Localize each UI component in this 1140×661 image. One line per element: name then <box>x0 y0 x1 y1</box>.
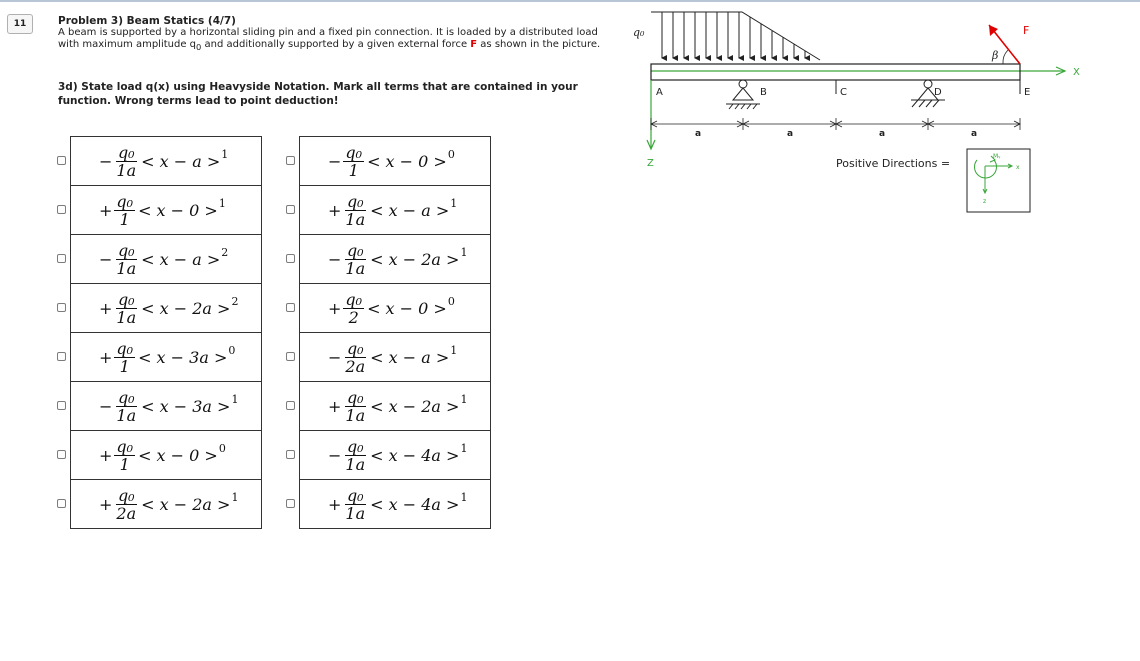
options-right-column <box>299 136 491 529</box>
fraction-numerator: q₀ <box>346 387 364 407</box>
option-row <box>299 430 491 480</box>
term-fraction <box>343 487 367 522</box>
term-fraction <box>114 193 135 228</box>
term-fraction <box>343 193 367 228</box>
fraction-numerator: q₀ <box>117 289 135 309</box>
option-expression <box>328 431 467 479</box>
exponent: 0 <box>447 147 455 161</box>
macaulay-bracket: < x − a > <box>141 249 221 269</box>
description-force-label: F <box>470 39 478 50</box>
fraction-denominator: 1a <box>345 454 366 474</box>
fraction-denominator: 1 <box>119 209 130 229</box>
fraction-denominator: 1 <box>119 454 130 474</box>
option-expression <box>99 284 238 332</box>
point-label-d: D <box>934 87 942 98</box>
option-expression <box>328 186 457 234</box>
fraction-denominator: 1a <box>116 258 137 278</box>
fraction-numerator: q₀ <box>117 485 135 505</box>
option-expression <box>99 186 226 234</box>
segment-label: a <box>695 129 702 139</box>
option-row <box>70 332 262 382</box>
macaulay-bracket: < x − 4a > <box>370 445 460 465</box>
option-expression <box>328 333 457 381</box>
point-labels <box>656 87 1030 98</box>
option-row <box>299 283 491 333</box>
macaulay-bracket: < x − a > <box>141 151 221 171</box>
option-checkbox[interactable] <box>286 303 295 312</box>
option-row <box>299 332 491 382</box>
angle-label: β <box>992 49 999 62</box>
option-expression <box>328 480 467 528</box>
term-sign: + <box>99 494 113 514</box>
option-checkbox[interactable] <box>286 499 295 508</box>
section-lines <box>836 80 1020 94</box>
macaulay-bracket: < x − 2a > <box>141 494 231 514</box>
term-fraction <box>114 291 138 326</box>
dimension-line <box>651 118 1020 130</box>
fraction-numerator: q₀ <box>116 338 134 358</box>
option-checkbox[interactable] <box>286 205 295 214</box>
positive-directions-icon <box>975 153 1021 205</box>
exponent: 0 <box>218 441 226 455</box>
option-row <box>299 381 491 431</box>
term-sign: + <box>99 298 113 318</box>
macaulay-bracket: < x − 2a > <box>141 298 231 318</box>
exponent: 2 <box>221 245 229 259</box>
macaulay-bracket: < x − 0 > <box>367 298 447 318</box>
fraction-numerator: q₀ <box>346 338 364 358</box>
pos-x-label: x <box>1016 164 1020 171</box>
term-sign: + <box>328 298 342 318</box>
options-left-column <box>70 136 262 529</box>
z-axis-label: Z <box>647 158 654 169</box>
term-sign: + <box>99 200 113 220</box>
fraction-denominator: 1a <box>345 503 366 523</box>
beam <box>651 64 1020 80</box>
fraction-numerator: q₀ <box>345 289 363 309</box>
point-label-c: C <box>840 87 847 98</box>
option-expression <box>99 382 238 430</box>
option-checkbox[interactable] <box>286 450 295 459</box>
fraction-denominator: 1a <box>345 258 366 278</box>
fraction-numerator: q₀ <box>346 485 364 505</box>
question-number-badge: 11 <box>7 14 33 34</box>
term-fraction <box>343 144 364 179</box>
option-checkbox[interactable] <box>286 401 295 410</box>
option-row <box>70 136 262 186</box>
term-sign: + <box>328 396 342 416</box>
option-row <box>299 479 491 529</box>
description-part1: A beam is supported by a horizontal sliding pin and a fixed pin connection. It is loaded by a distributed load with maximum amplitude q <box>58 27 598 50</box>
angle-arc <box>1003 50 1008 64</box>
dimension-labels <box>695 129 977 139</box>
term-sign: − <box>328 151 342 171</box>
term-fraction <box>114 340 135 375</box>
option-row <box>70 185 262 235</box>
macaulay-bracket: < x − a > <box>370 200 450 220</box>
x-axis-label: X <box>1073 67 1080 78</box>
fraction-numerator: q₀ <box>116 436 134 456</box>
option-expression <box>99 137 228 185</box>
exponent: 1 <box>460 441 468 455</box>
fraction-denominator: 1a <box>345 405 366 425</box>
description-q-subscript: 0 <box>196 42 202 52</box>
load-arrows <box>662 12 805 58</box>
option-expression <box>328 382 467 430</box>
macaulay-bracket: < x − 0 > <box>367 151 447 171</box>
option-expression <box>328 235 467 283</box>
fraction-denominator: 2 <box>348 307 359 327</box>
option-checkbox[interactable] <box>57 499 66 508</box>
option-row <box>70 479 262 529</box>
fraction-numerator: q₀ <box>345 142 363 162</box>
segment-label: a <box>879 129 886 139</box>
exponent: 1 <box>231 490 239 504</box>
option-checkbox[interactable] <box>57 352 66 361</box>
option-checkbox[interactable] <box>286 156 295 165</box>
term-sign: − <box>328 347 342 367</box>
option-expression <box>99 333 235 381</box>
problem-title: Problem 3) Beam Statics (4/7) <box>58 15 236 27</box>
term-fraction <box>114 242 138 277</box>
segment-label: a <box>787 129 794 139</box>
fraction-numerator: q₀ <box>346 240 364 260</box>
fraction-denominator: 1 <box>348 160 359 180</box>
option-checkbox[interactable] <box>57 450 66 459</box>
term-sign: + <box>99 347 113 367</box>
exponent: 1 <box>460 245 468 259</box>
moment-label: Mᵧ <box>993 153 1001 160</box>
problem-description <box>58 27 618 53</box>
fraction-denominator: 1a <box>116 405 137 425</box>
option-expression <box>328 137 455 185</box>
exponent: 1 <box>450 196 458 210</box>
fraction-denominator: 1a <box>116 160 137 180</box>
option-expression <box>99 235 228 283</box>
fraction-denominator: 2a <box>345 356 366 376</box>
fraction-denominator: 1 <box>119 356 130 376</box>
term-sign: + <box>328 200 342 220</box>
fraction-numerator: q₀ <box>117 387 135 407</box>
option-row <box>70 430 262 480</box>
question-text: 3d) State load q(x) using Heavyside Notation. Mark all terms that are contained in your function. Wrong terms lead to point deduction! <box>58 81 578 107</box>
option-row <box>299 234 491 284</box>
description-part2: and additionally supported by a given external force <box>201 39 471 50</box>
option-checkbox[interactable] <box>286 352 295 361</box>
term-fraction <box>343 389 367 424</box>
fraction-denominator: 2a <box>116 503 137 523</box>
fraction-numerator: q₀ <box>117 142 135 162</box>
force-label: F <box>1023 24 1030 37</box>
option-checkbox[interactable] <box>57 205 66 214</box>
exponent: 1 <box>218 196 226 210</box>
option-expression <box>99 480 238 528</box>
segment-label: a <box>971 129 978 139</box>
term-fraction <box>114 144 138 179</box>
problem-intro <box>58 15 618 53</box>
x-axis <box>651 67 1065 75</box>
term-fraction <box>114 487 138 522</box>
macaulay-bracket: < x − 0 > <box>138 445 218 465</box>
exponent: 1 <box>231 392 239 406</box>
macaulay-bracket: < x − a > <box>370 347 450 367</box>
fraction-numerator: q₀ <box>346 436 364 456</box>
macaulay-bracket: < x − 3a > <box>141 396 231 416</box>
description-part3: as shown in the picture. <box>477 39 601 50</box>
term-sign: − <box>328 445 342 465</box>
exponent: 1 <box>221 147 229 161</box>
exponent: 0 <box>228 343 236 357</box>
option-row <box>70 381 262 431</box>
macaulay-bracket: < x − 3a > <box>138 347 228 367</box>
option-checkbox[interactable] <box>57 303 66 312</box>
term-fraction <box>343 340 367 375</box>
term-sign: + <box>99 445 113 465</box>
support-b-sliding-pin <box>726 80 760 109</box>
term-fraction <box>343 242 367 277</box>
term-fraction <box>343 438 367 473</box>
exponent: 0 <box>447 294 455 308</box>
distributed-load <box>651 12 820 60</box>
macaulay-bracket: < x − 4a > <box>370 494 460 514</box>
positive-directions-label: Positive Directions = <box>836 157 951 170</box>
load-label: q₀ <box>633 26 645 39</box>
exponent: 1 <box>460 392 468 406</box>
macaulay-bracket: < x − 0 > <box>138 200 218 220</box>
option-row <box>299 136 491 186</box>
term-sign: + <box>328 494 342 514</box>
exponent: 1 <box>460 490 468 504</box>
term-fraction <box>114 438 135 473</box>
point-label-e: E <box>1024 87 1031 98</box>
term-sign: − <box>99 151 113 171</box>
fraction-numerator: q₀ <box>116 191 134 211</box>
point-label-b: B <box>760 87 767 98</box>
term-sign: − <box>99 249 113 269</box>
option-checkbox[interactable] <box>57 156 66 165</box>
option-row <box>70 234 262 284</box>
z-axis <box>647 80 655 149</box>
option-row <box>70 283 262 333</box>
option-checkbox[interactable] <box>57 401 66 410</box>
fraction-numerator: q₀ <box>117 240 135 260</box>
term-fraction <box>343 291 364 326</box>
term-sign: − <box>99 396 113 416</box>
option-expression <box>99 431 226 479</box>
option-row <box>299 185 491 235</box>
option-expression <box>328 284 455 332</box>
fraction-numerator: q₀ <box>346 191 364 211</box>
macaulay-bracket: < x − 2a > <box>370 396 460 416</box>
option-checkbox[interactable] <box>57 254 66 263</box>
exponent: 2 <box>231 294 239 308</box>
beam-diagram <box>625 8 1080 223</box>
point-label-a: A <box>656 87 663 98</box>
option-checkbox[interactable] <box>286 254 295 263</box>
term-fraction <box>114 389 138 424</box>
pos-z-label: z <box>983 198 987 205</box>
exponent: 1 <box>450 343 458 357</box>
term-sign: − <box>328 249 342 269</box>
top-border <box>0 0 1140 2</box>
fraction-denominator: 1a <box>116 307 137 327</box>
fraction-denominator: 1a <box>345 209 366 229</box>
macaulay-bracket: < x − 2a > <box>370 249 460 269</box>
